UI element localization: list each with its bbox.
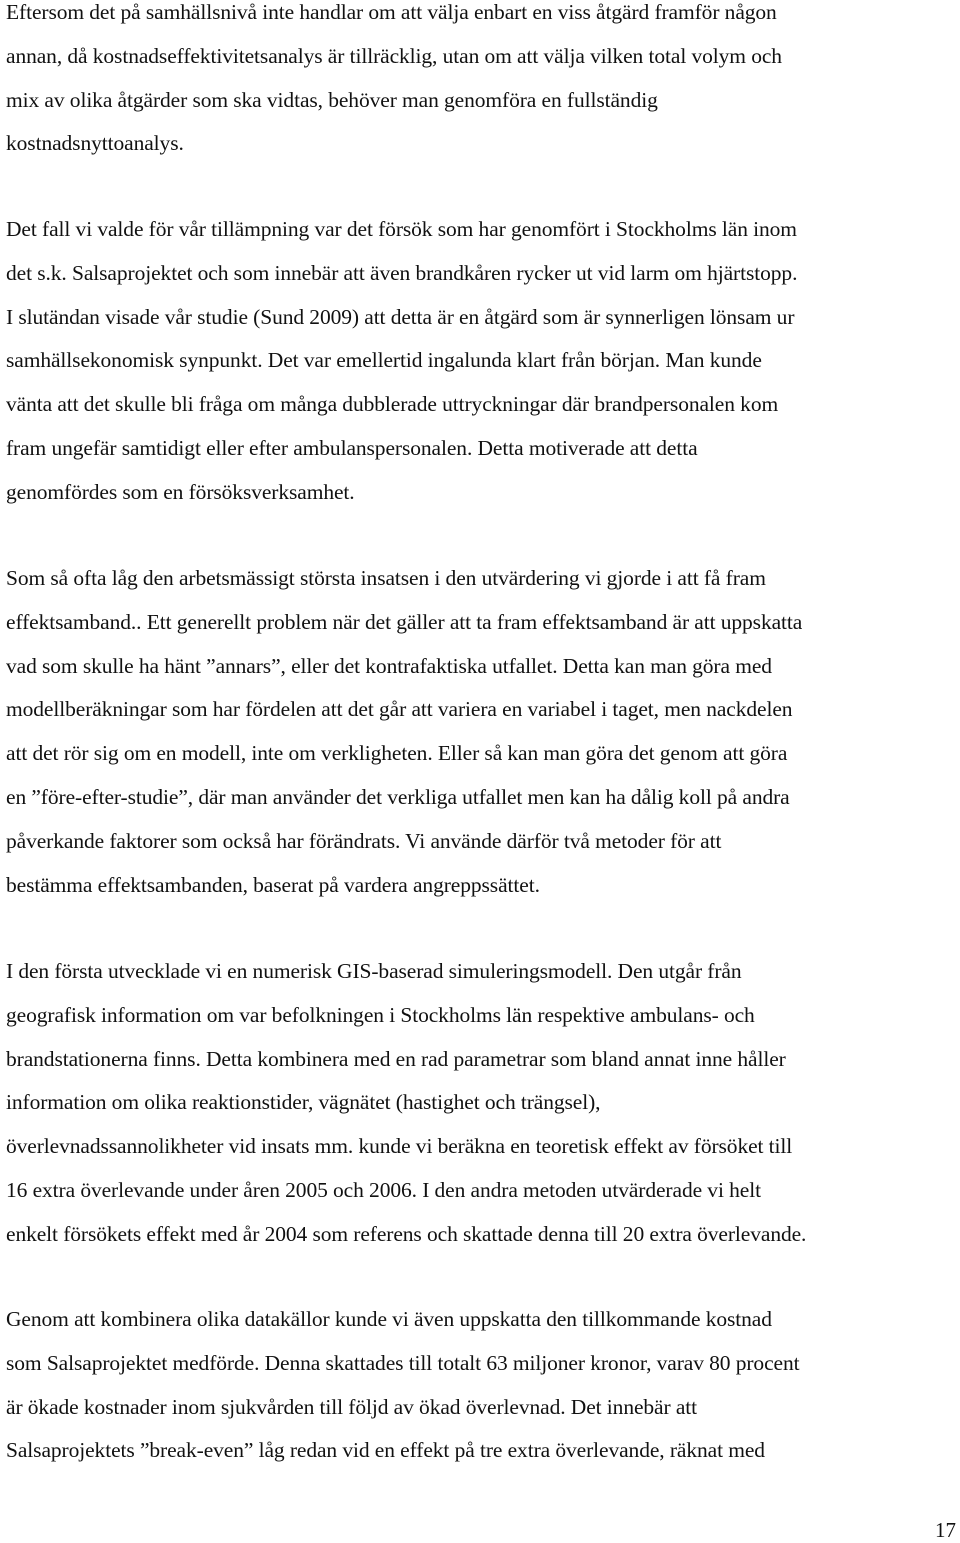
page-number: 17 — [935, 1518, 956, 1542]
text-line: I den första utvecklade vi en numerisk GIS-baserad simuleringsmodell. Den utgår från — [6, 959, 742, 983]
text-line: Det fall vi valde för vår tillämpning var det försök som har genomfört i Stockholms län inom — [6, 217, 797, 241]
text-line: geografisk information om var befolkningen i Stockholms län respektive ambulans- och — [6, 1002, 755, 1027]
text-line: en ”före-efter-studie”, där man använder det verkliga utfallet men kan ha dålig koll på andra — [6, 784, 790, 809]
text-line: 16 extra överlevande under åren 2005 och 2006. I den andra metoden utvärderade vi helt — [6, 1177, 761, 1202]
text-line: påverkande faktorer som också har förändrats. Vi använde därför två metoder för att — [6, 828, 722, 853]
text-line: som Salsaprojektet medförde. Denna skattades till totalt 63 miljoner kronor, varav 80 procent — [6, 1350, 800, 1375]
text-line: effektsamband.. Ett generellt problem när det gäller att ta fram effektsamband är att uppskatta — [6, 609, 803, 634]
text-line: att det rör sig om en modell, inte om verkligheten. Eller så kan man göra det genom att göra — [6, 741, 788, 766]
text-line: fram ungefär samtidigt eller efter ambulanspersonalen. Detta motiverade att detta — [6, 435, 698, 460]
text-line: Som så ofta låg den arbetsmässigt största insatsen i den utvärdering vi gjorde i att få fram — [6, 566, 766, 590]
text-line: brandstationerna finns. Detta kombinera med en rad parametrar som bland annat inne håller — [6, 1046, 786, 1071]
text-line: vänta att det skulle bli fråga om många dubblerade uttryckningar där brandpersonalen kom — [6, 392, 779, 417]
text-line: överlevnadssannolikheter vid insats mm. kunde vi beräkna en teoretisk effekt av försöket till — [6, 1134, 793, 1159]
paragraph-5 — [6, 1307, 800, 1482]
text-line: Salsaprojektets ”break-even” låg redan vid en effekt på tre extra överlevande, räknat med — [6, 1438, 765, 1463]
text-line: det s.k. Salsaprojektet och som innebär att även brandkåren rycker ut vid larm om hjärtstopp. — [6, 260, 798, 285]
text-line: bestämma effektsambanden, baserat på vardera angreppssättet. — [6, 872, 540, 897]
text-line: modellberäkningar som har fördelen att det går att variera en variabel i taget, men nackdelen — [6, 697, 793, 722]
text-line: kostnadsnyttoanalys. — [6, 131, 184, 156]
paragraph-1 — [6, 0, 782, 175]
text-line: Genom att kombinera olika datakällor kunde vi även uppskatta den tillkommande kostnad — [6, 1307, 772, 1331]
text-line: mix av olika åtgärder som ska vidtas, behöver man genomföra en fullständig — [6, 87, 658, 112]
text-line: genomfördes som en försöksverksamhet. — [6, 479, 355, 504]
text-line: enkelt försökets effekt med år 2004 som referens och skattade denna till 20 extra överlevande. — [6, 1221, 807, 1246]
text-line: är ökade kostnader inom sjukvården till följd av ökad överlevnad. Det innebär att — [6, 1394, 698, 1419]
text-line: samhällsekonomisk synpunkt. Det var emellertid ingalunda klart från början. Man kunde — [6, 348, 762, 373]
text-line: I slutändan visade vår studie (Sund 2009) att detta är en åtgärd som är synnerligen lönsam ur — [6, 304, 795, 329]
text-line: annan, då kostnadseffektivitetsanalys är tillräcklig, utan om att välja vilken total volym och — [6, 43, 782, 68]
text-line: vad som skulle ha hänt ”annars”, eller det kontrafaktiska utfallet. Detta kan man göra med — [6, 653, 772, 678]
paragraph-2 — [6, 217, 797, 524]
paragraph-4 — [6, 959, 806, 1266]
text-line: information om olika reaktionstider, vägnätet (hastighet och trängsel), — [6, 1090, 601, 1115]
text-line: Eftersom det på samhällsnivå inte handlar om att välja enbart en viss åtgärd framför någon — [6, 0, 777, 24]
paragraph-3 — [6, 566, 802, 916]
